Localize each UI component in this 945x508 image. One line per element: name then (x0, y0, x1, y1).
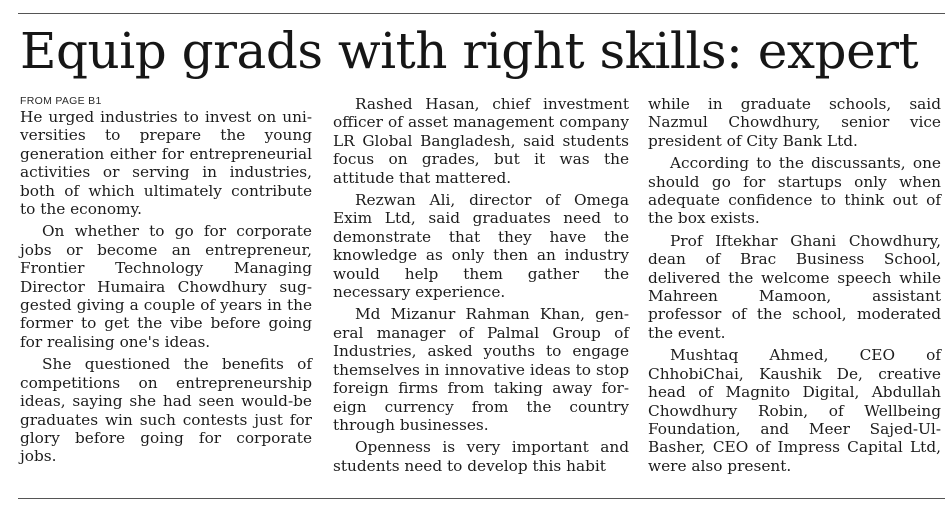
paragraph: Rashed Hasan, chief investment officer of asset management company LR Global Bangladesh, said students focus on grades, but it was the attitude that mattered. (333, 95, 629, 187)
paragraph: On whether to go for corporate jobs or become an entrepreneur, Frontier Technology Managing Director Humaira Chowdhury suggested giving a couple of years in the former to get the vibe before going for realising one's ideas. (20, 222, 312, 351)
paragraph: Md Mizanur Rahman Khan, general manager of Palmal Group of Industries, asked youths to engage themselves in innovative ideas to stop foreign firms from taking away foreign currency from the country through businesses. (333, 305, 629, 434)
article-column-2 (333, 95, 629, 479)
paragraph: He urged industries to invest on universities to prepare the young generation either for entrepreneurial activities or serving in industries, both of which ultimately contribute to the economy. (20, 108, 312, 219)
paragraph: Rezwan Ali, director of Omega Exim Ltd, said graduates need to demonstrate that they have the knowledge as only then an industry would help them gather the necessary experience. (333, 191, 629, 302)
paragraph: while in graduate schools, said Nazmul Chowdhury, senior vice president of City Bank Ltd. (648, 95, 941, 150)
paragraph: Mushtaq Ahmed, CEO of ChhobiChai, Kaushik De, creative head of Magnito Digital, Abdullah Chowdhury Robin, of Wellbeing Foundation, and Meer Sajed-Ul-Basher, CEO of Impress Capital Ltd, were also present. (648, 346, 941, 475)
continued-from-kicker: FROM PAGE B1 (20, 95, 102, 107)
top-rule (18, 13, 945, 14)
article-column-3 (648, 95, 941, 479)
article-column-1 (20, 95, 312, 470)
bottom-rule (18, 498, 945, 499)
paragraph: Openness is very important and students need to develop this habit (333, 438, 629, 475)
paragraph: Prof Iftekhar Ghani Chowdhury, dean of Brac Business School, delivered the welcome speech while Mahreen Mamoon, assistant professor of the school, moderated the event. (648, 231, 941, 342)
paragraph: According to the discussants, one should go for startups only when adequate confidence to think out of the box exists. (648, 154, 941, 228)
paragraph: She questioned the benefits of competitions on entrepreneurship ideas, saying she had seen would-be graduates win such contests just for glory before going for corporate jobs. (20, 355, 312, 466)
headline: Equip grads with right skills: expert (20, 22, 919, 80)
